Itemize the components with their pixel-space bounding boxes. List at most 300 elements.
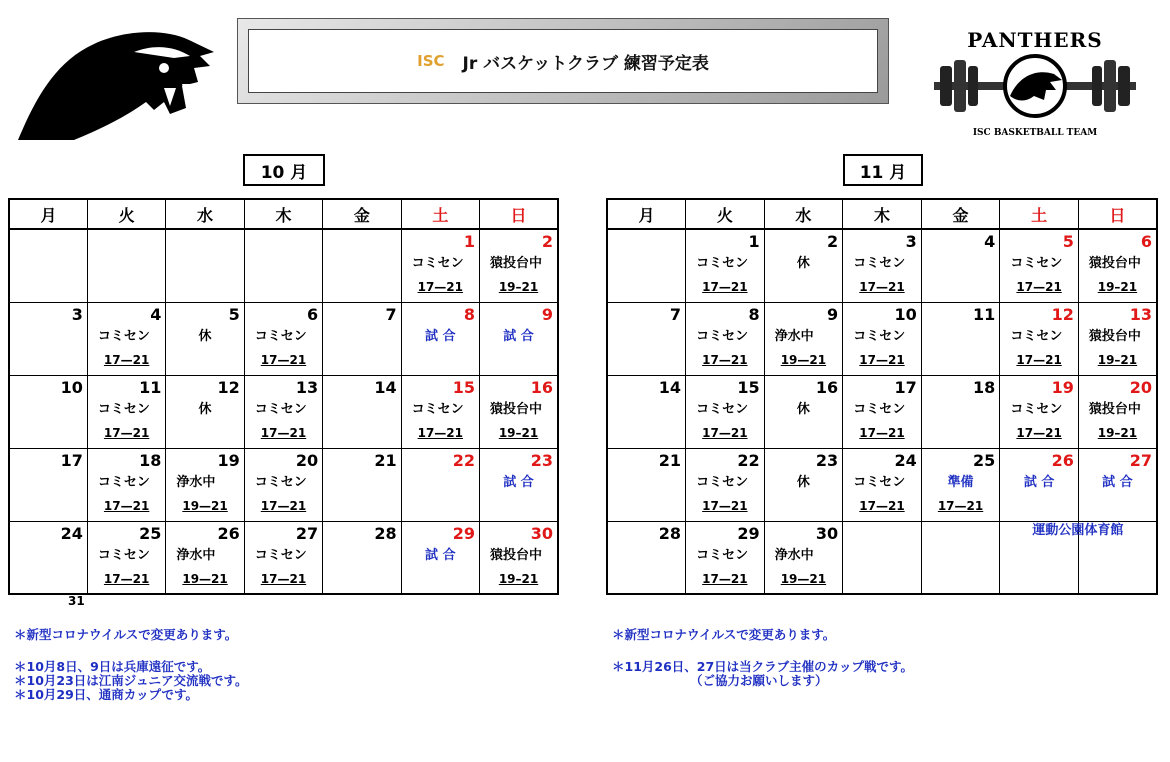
calendar-day-cell [401,302,479,375]
calendar-day-cell [1000,521,1079,594]
calendar-day-cell [480,229,558,302]
note-line: ＊11月26日、27日は当クラブ主催のカップ戦です。 [612,659,914,674]
calendar-day-cell [87,375,165,448]
day-activity: コミセン [97,401,150,417]
day-activity [323,325,400,349]
day-time: 17—21 [103,498,150,513]
day-number: 12 [217,377,240,397]
day-activity [1079,544,1156,568]
day-activity [10,544,87,568]
calendar-week-row [607,302,1157,375]
day-time [166,349,243,371]
day-time [922,568,1000,590]
weekday-sun: 日 [480,199,558,229]
calendar-day-cell [1078,229,1157,302]
day-time: 19—21 [780,352,827,367]
calendar-day-cell [244,229,322,302]
day-number: 11 [973,304,996,324]
day-activity: コミセン [411,256,464,271]
calendar-day-cell [843,229,922,302]
day-time [323,276,400,298]
day-activity: 試 合 [503,474,534,490]
calendar-day-cell [607,448,686,521]
day-activity: コミセン [97,547,150,563]
day-number [1079,522,1156,544]
day-time [323,568,400,590]
day-time [10,568,87,590]
day-number [88,230,165,252]
day-time [608,568,685,590]
day-time: 17—21 [702,280,748,294]
day-number: 13 [1129,304,1152,324]
day-activity: 試 合 [503,328,534,344]
day-activity [10,471,87,495]
note-line: ＊新型コロナウイルスで変更あります。 [612,627,836,642]
calendar-week-row [607,229,1157,302]
day-activity: コミセン [853,401,906,417]
day-number: 11 [139,377,162,397]
day-activity: 猿投台中 [1088,401,1141,417]
day-time: 17—21 [1016,352,1062,367]
day-activity: コミセン [254,401,307,417]
november-label: 11 月 [843,154,923,186]
day-time [323,422,400,444]
calendar-day-cell [9,521,87,594]
november-notes [612,628,913,688]
weekday-sun: 日 [1078,199,1157,229]
calendar-day-cell [166,302,244,375]
day-activity: コミセン [254,547,307,563]
day-number: 9 [827,304,839,324]
panthers-logo-right [912,28,1158,148]
day-activity [166,252,243,276]
day-time [608,276,685,298]
day-activity: 浄水中 [176,547,216,563]
day-time [608,495,685,517]
day-time: 19–21 [1097,352,1138,367]
day-number [323,230,400,252]
day-number: 8 [748,304,760,324]
day-activity [10,325,87,349]
calendar-day-cell [401,521,479,594]
calendar-day-cell [764,302,843,375]
calendar-week-row [607,521,1157,594]
calendar-day-cell [843,302,922,375]
day-time [765,422,843,444]
day-number: 20 [295,450,319,470]
day-time: 17—21 [702,498,748,513]
day-activity: コミセン [254,474,307,490]
day-activity [323,471,400,495]
day-activity: コミセン [1010,401,1063,417]
calendar-day-cell [166,448,244,521]
day-number: 26 [1051,450,1074,470]
calendar-day-cell [686,521,765,594]
day-time: 19–21 [498,571,539,586]
day-time: 17—21 [260,571,307,586]
day-number: 26 [217,523,240,543]
calendar-day-cell [480,521,558,594]
day-time: 17—21 [859,425,905,440]
october-notes [14,628,248,702]
day-time [765,276,843,298]
day-activity [323,252,400,276]
day-number: 13 [295,377,319,397]
day-activity: 猿投台中 [490,256,543,271]
day-activity [323,398,400,422]
day-activity: コミセン [696,328,749,344]
calendar-day-cell [87,302,165,375]
day-time: 17—21 [260,498,307,513]
calendar-week-row [9,375,558,448]
calendar-day-cell [323,229,401,302]
day-activity [10,252,87,276]
day-number [843,522,921,544]
day-time: 17—21 [859,498,905,513]
day-time [166,422,243,444]
day-number: 3 [905,232,917,251]
day-number [1000,522,1078,544]
day-activity [922,325,1000,349]
day-activity [608,544,685,568]
day-number: 25 [139,523,162,543]
weekday-tue: 火 [87,199,165,229]
calendar-day-cell [87,521,165,594]
extra-day-31: 31 [68,594,85,608]
day-time [765,495,843,517]
calendar-day-cell [921,448,1000,521]
day-number: 14 [658,377,682,397]
day-time: 17—21 [417,280,464,294]
day-activity: コミセン [696,474,749,490]
calendar-day-cell [1078,302,1157,375]
calendar-day-cell [244,302,322,375]
day-number: 16 [815,377,839,397]
day-time: 17—21 [417,425,464,440]
day-activity [922,252,1000,276]
calendar-day-cell [401,448,479,521]
day-time: 19—21 [780,571,827,586]
day-time [480,495,557,517]
day-activity: 休 [796,256,810,271]
day-time: 19—21 [182,571,228,586]
day-activity: コミセン [853,328,906,344]
day-number: 7 [385,304,397,324]
day-number: 17 [894,377,917,397]
day-number: 4 [150,304,162,324]
barbell-icon [930,52,1140,120]
day-time [843,568,921,590]
day-activity [608,398,685,422]
day-time [1000,495,1078,517]
day-time [922,349,1000,371]
day-time [402,349,479,371]
calendar-day-cell [1078,375,1157,448]
day-time: 17—21 [702,571,748,586]
day-activity: コミセン [254,328,307,344]
day-number: 30 [815,523,839,543]
calendar-day-cell [480,302,558,375]
weekday-sat: 土 [401,199,479,229]
day-number: 25 [973,450,996,470]
calendar-day-cell [921,302,1000,375]
day-time [10,276,87,298]
calendar-day-cell [764,448,843,521]
day-activity [922,398,1000,422]
day-number: 6 [1140,232,1152,251]
calendar-day-cell [1000,375,1079,448]
day-activity: 猿投台中 [490,547,543,563]
day-number: 27 [1129,450,1152,470]
day-activity [1000,544,1078,568]
calendar-day-cell [686,302,765,375]
day-activity: コミセン [853,474,906,490]
day-activity: コミセン [1010,256,1063,271]
weekday-fri: 金 [323,199,401,229]
day-number: 10 [60,377,83,397]
day-number: 27 [295,523,319,543]
weekday-wed: 水 [166,199,244,229]
day-time: 19—21 [182,498,228,513]
day-time [10,349,87,371]
calendar-week-row [9,521,558,594]
calendar-day-cell [166,521,244,594]
day-activity [608,471,685,495]
note-line: ＊10月23日は江南ジュニア交流戦です。 [14,673,248,688]
day-number: 12 [1051,304,1074,324]
day-number: 23 [815,450,839,470]
title-inner [248,29,878,93]
day-time: 17—21 [1016,425,1062,440]
day-time: 19–21 [498,425,539,440]
calendar-day-cell [401,229,479,302]
weekday-mon: 月 [607,199,686,229]
day-time: 17—21 [260,425,307,440]
day-time [1079,495,1156,517]
calendar-day-cell [244,521,322,594]
day-activity: 試 合 [425,328,456,344]
day-number [10,230,87,252]
day-activity: 試 合 [1102,474,1133,490]
calendar-day-cell [9,229,87,302]
page-title: Jr バスケットクラブ 練習予定表 [462,53,709,74]
day-number: 5 [228,304,240,324]
day-number: 21 [658,450,682,470]
calendar-day-cell [244,448,322,521]
day-number: 4 [984,232,996,251]
calendar-day-cell [9,375,87,448]
calendar-day-cell [480,448,558,521]
calendar-week-row [607,448,1157,521]
calendar-week-row [9,302,558,375]
day-time [402,495,479,517]
calendar-day-cell [323,375,401,448]
day-number: 8 [463,304,476,324]
calendar-day-cell [1000,229,1079,302]
note-line: ＊10月29日、通商カップです。 [14,687,199,702]
day-time [1000,568,1078,590]
day-time [922,422,1000,444]
calendar-day-cell [921,375,1000,448]
calendar-day-cell [1078,448,1157,521]
day-number: 28 [658,523,682,543]
day-number: 24 [60,523,83,543]
day-number: 20 [1129,377,1152,397]
day-time [245,276,322,298]
day-number: 16 [530,377,553,397]
calendar-day-cell [764,521,843,594]
day-time [323,495,400,517]
day-time: 17—21 [702,425,748,440]
weekday-thu: 木 [244,199,322,229]
day-number: 14 [374,377,397,397]
calendar-day-cell [921,229,1000,302]
calendar-day-cell [323,302,401,375]
day-activity: 試 合 [425,547,456,563]
day-time: 17—21 [937,498,984,513]
calendar-day-cell [87,448,165,521]
calendar-day-cell [1078,521,1157,594]
day-number: 29 [452,523,476,543]
day-activity [843,544,921,568]
day-number: 30 [530,523,553,543]
calendar-day-cell [1000,448,1124,538]
calendar-week-row [9,448,558,521]
day-time: 17—21 [103,571,150,586]
day-activity: 準備 [947,474,974,490]
venue-note: 運動公園体育館 [1032,522,1124,538]
day-number: 18 [139,450,162,470]
day-time [480,349,557,371]
day-time [608,422,685,444]
day-number: 24 [894,450,917,470]
day-time: 17—21 [103,352,150,367]
day-number: 1 [748,232,760,251]
day-number: 2 [541,232,553,251]
day-time: 19–21 [498,280,539,294]
day-activity: コミセン [97,328,150,344]
day-number: 15 [452,377,476,397]
day-number: 15 [737,377,760,397]
day-activity: 休 [796,401,810,417]
title-banner [237,18,889,104]
day-time: 17—21 [260,352,307,367]
day-time: 17—21 [103,425,150,440]
day-time: 19–21 [1097,280,1138,294]
day-time [166,276,243,298]
day-time [922,276,1000,298]
calendar-day-cell [607,229,686,302]
day-number: 23 [530,450,553,470]
day-number: 28 [374,523,397,543]
calendar-week-row [9,229,558,302]
weekday-mon: 月 [9,199,87,229]
day-number [166,230,243,252]
day-activity [608,325,685,349]
calendar-day-cell [244,375,322,448]
day-activity: 浄水中 [774,547,814,563]
day-time: 17—21 [702,352,748,367]
day-activity [88,252,165,276]
day-activity: コミセン [97,474,150,490]
note-line: ＊10月8日、9日は兵庫遠征です。 [14,659,211,674]
day-activity: 休 [796,474,810,490]
day-time: 17—21 [859,352,905,367]
calendar-day-cell [166,375,244,448]
note-line: ＊新型コロナウイルスで変更あります。 [14,627,238,642]
day-number: 22 [452,450,476,470]
day-activity [323,544,400,568]
day-activity: 休 [198,328,212,344]
calendar-day-cell [686,229,765,302]
note-line: （ご協力お願いします） [690,673,828,688]
calendar-day-cell [843,448,922,521]
day-number: 17 [60,450,83,470]
day-number: 1 [463,232,476,251]
panthers-logo-text: PANTHERS [967,28,1103,52]
day-activity [10,398,87,422]
day-activity: 休 [198,401,212,417]
day-activity: コミセン [696,547,749,563]
calendar-day-cell [764,229,843,302]
november-calendar [606,198,1158,595]
calendar-day-cell [607,375,686,448]
team-name: ISC BASKETBALL TEAM [972,128,1098,138]
day-activity: 試 合 [1023,474,1055,490]
day-time [88,276,165,298]
day-activity: コミセン [853,256,906,271]
day-activity: 浄水中 [774,328,814,344]
day-time: 17—21 [1016,280,1062,294]
day-time [402,568,479,590]
weekday-fri: 金 [921,199,1000,229]
day-number: 5 [1062,232,1074,251]
october-calendar [8,198,559,595]
day-number [922,522,1000,544]
calendar-day-cell [480,375,558,448]
day-number: 29 [737,523,760,543]
calendar-day-cell [1000,302,1079,375]
day-number: 19 [1051,377,1074,397]
day-time [1079,568,1156,590]
day-activity: コミセン [411,401,464,417]
day-time [10,495,87,517]
calendar-week-row [607,375,1157,448]
calendar-day-cell [921,521,1000,594]
calendar-day-cell [401,375,479,448]
day-activity: 猿投台中 [490,401,543,417]
day-time [323,349,400,371]
day-number: 22 [737,450,760,470]
calendar-day-cell [166,229,244,302]
panther-logo-left [14,22,224,142]
day-number: 21 [374,450,397,470]
october-label: 10 月 [243,154,325,186]
day-time: 19–21 [1097,425,1138,440]
day-number: 18 [973,377,996,397]
calendar-day-cell [323,448,401,521]
day-number: 7 [669,304,682,324]
day-number [608,230,685,252]
weekday-sat: 土 [1000,199,1079,229]
day-activity [245,252,322,276]
calendar-day-cell [843,375,922,448]
weekday-tue: 火 [686,199,765,229]
day-time [10,422,87,444]
day-activity: 猿投台中 [1088,256,1141,271]
day-activity [922,544,1000,568]
day-time [608,349,685,371]
